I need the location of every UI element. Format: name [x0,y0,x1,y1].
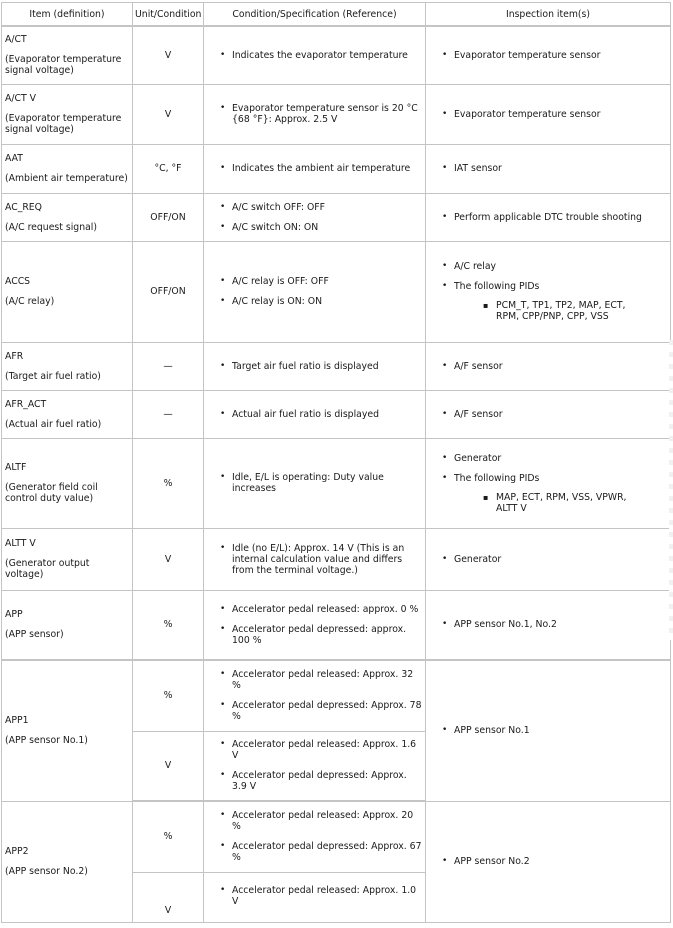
inspection-item: • Evaporator temperature sensor [454,50,667,61]
item-definition: (Generator field coil control duty value) [5,482,98,504]
condition-cell [204,26,426,84]
item-name: APP2 [5,846,29,857]
condition-cell [204,660,426,731]
header-item: Item (definition) [2,3,133,27]
condition-cell [204,590,426,660]
inspection-item: • Generator [454,453,667,464]
pid-list: ▪ MAP, ECT, RPM, VSS, VPWR, ALTT V [496,492,637,514]
unit-cell: V [133,84,204,144]
item-name: AFR [5,350,24,362]
item-cell [2,342,133,390]
inspection-cell [426,84,671,144]
condition-item: • Actual air fuel ratio is displayed [232,409,422,420]
inspection-item: • A/F sensor [454,361,667,372]
inspection-cell [426,26,671,84]
inspection-item: • APP sensor No.2 [454,856,667,867]
inspection-item-label: The following PIDs [454,281,540,292]
condition-item: • Indicates the ambient air temperature [232,163,422,174]
header-condition: Condition/Specification (Reference) [204,3,426,27]
unit-cell: V [133,731,204,801]
condition-item: • Evaporator temperature sensor is 20 °C {68 °F}: Approx. 2.5 V [232,103,422,125]
header-inspection: Inspection item(s) [426,3,671,27]
item-cell [2,801,133,922]
inspection-item [454,473,667,514]
unit-cell: V [133,528,204,590]
inspection-cell [426,342,671,390]
table-row [2,144,671,193]
item-cell [2,193,133,241]
condition-item: • Accelerator pedal released: Approx. 1.0 V [232,885,422,907]
inspection-cell [426,193,671,241]
item-cell [2,84,133,144]
item-cell [2,438,133,528]
table-row [2,438,671,528]
table-row [2,342,671,390]
item-name: APP1 [5,715,29,727]
item-cell [2,144,133,193]
condition-item: • Idle (no E/L): Approx. 14 V (This is an internal calculation value and differs from the terminal voltage.) [232,543,408,576]
unit-cell: °C, °F [133,144,204,193]
item-definition: (Actual air fuel ratio) [5,418,102,430]
pid-list: ▪ PCM_T, TP1, TP2, MAP, ECT, RPM, CPP/PNP, CPP, VSS [496,300,631,322]
condition-item: • A/C relay is ON: ON [232,296,422,307]
condition-item: • Target air fuel ratio is displayed [232,361,422,372]
condition-item: • Indicates the evaporator temperature [232,50,422,61]
inspection-cell [426,390,671,438]
item-cell [2,590,133,660]
condition-cell [204,342,426,390]
condition-cell [204,241,426,342]
item-cell [2,26,133,84]
page-edge-texture [669,340,673,640]
inspection-item: • APP sensor No.1, No.2 [454,619,667,630]
item-name: A/CT V [5,93,36,104]
item-name: ALTT V [5,538,36,549]
inspection-item [454,281,667,322]
item-name: ALTF [5,462,27,473]
unit-cell: OFF/ON [133,193,204,241]
unit-cell: V [133,26,204,84]
inspection-item: • IAT sensor [454,163,667,174]
item-name: AAT [5,153,23,164]
table-header [2,3,671,27]
inspection-cell [426,590,671,660]
item-cell [2,528,133,590]
header-unit: Unit/Condition [133,3,204,27]
item-definition: (Evaporator temperature signal voltage) [5,54,122,77]
item-name: ACCS [5,276,31,287]
inspection-item: • A/F sensor [454,409,667,420]
inspection-item: • A/C relay [454,261,667,272]
condition-item: • Accelerator pedal depressed: Approx. 3.9 V [232,770,422,792]
table-row [2,390,671,438]
unit-cell: — [133,342,204,390]
inspection-cell [426,660,671,801]
condition-item: • A/C switch OFF: OFF [232,202,422,213]
condition-cell [204,84,426,144]
condition-item: • Accelerator pedal depressed: Approx. 78 % [232,700,422,722]
inspection-cell [426,241,671,342]
item-definition: (Ambient air temperature) [5,173,128,184]
pid-reference-table [1,2,671,923]
condition-cell [204,731,426,801]
inspection-item: • Evaporator temperature sensor [454,109,667,120]
inspection-cell [426,438,671,528]
condition-cell [204,528,426,590]
unit-cell: % [133,590,204,660]
unit-cell: OFF/ON [133,241,204,342]
condition-cell [204,438,426,528]
condition-cell [204,390,426,438]
table-row [2,590,671,660]
item-definition: (Target air fuel ratio) [5,370,101,382]
table-row [2,801,671,872]
condition-item: • Accelerator pedal released: Approx. 1.6 V [232,739,422,761]
condition-cell [204,801,426,872]
table-row [2,84,671,144]
item-name: AC_REQ [5,201,42,213]
inspection-cell [426,528,671,590]
unit-cell: % [133,801,204,872]
item-definition: (A/C relay) [5,296,55,307]
item-definition: (APP sensor) [5,629,64,641]
item-definition: (Generator output voltage) [5,558,90,580]
item-name: A/CT [5,34,27,46]
inspection-item: • APP sensor No.1 [454,725,667,736]
table-row [2,528,671,590]
item-definition: (APP sensor No.1) [5,735,88,747]
unit-cell: — [133,390,204,438]
condition-item: • A/C relay is OFF: OFF [232,276,422,287]
item-cell [2,390,133,438]
inspection-cell [426,144,671,193]
inspection-item-label: The following PIDs [454,472,540,484]
table-row [2,241,671,342]
unit-cell: % [133,660,204,731]
table-row [2,26,671,84]
condition-item: • Accelerator pedal depressed: Approx. 67 % [232,841,422,863]
condition-item: • Idle, E/L is operating: Duty value increases [232,472,422,494]
item-name: AFR_ACT [5,398,47,410]
condition-cell [204,872,426,922]
condition-item: • Accelerator pedal released: approx. 0 % [232,604,422,615]
inspection-item: • Perform applicable DTC trouble shooting [454,212,667,223]
condition-item: • Accelerator pedal released: Approx. 20 % [232,810,422,832]
condition-item: • Accelerator pedal released: Approx. 32 % [232,669,422,691]
item-definition: (Evaporator temperature signal voltage) [5,113,122,135]
item-name: APP [5,609,23,621]
item-cell [2,241,133,342]
condition-item: • A/C switch ON: ON [232,222,422,233]
inspection-item: • Generator [454,554,667,565]
table-row [2,193,671,241]
condition-cell [204,144,426,193]
condition-cell [204,193,426,241]
unit-cell: % [133,438,204,528]
table-row [2,660,671,731]
condition-item: • Accelerator pedal depressed: approx. 100 % [232,624,422,646]
inspection-cell [426,801,671,922]
item-definition: (APP sensor No.2) [5,866,88,877]
unit-cell: V [133,872,204,922]
item-definition: (A/C request signal) [5,221,97,233]
item-cell [2,660,133,801]
